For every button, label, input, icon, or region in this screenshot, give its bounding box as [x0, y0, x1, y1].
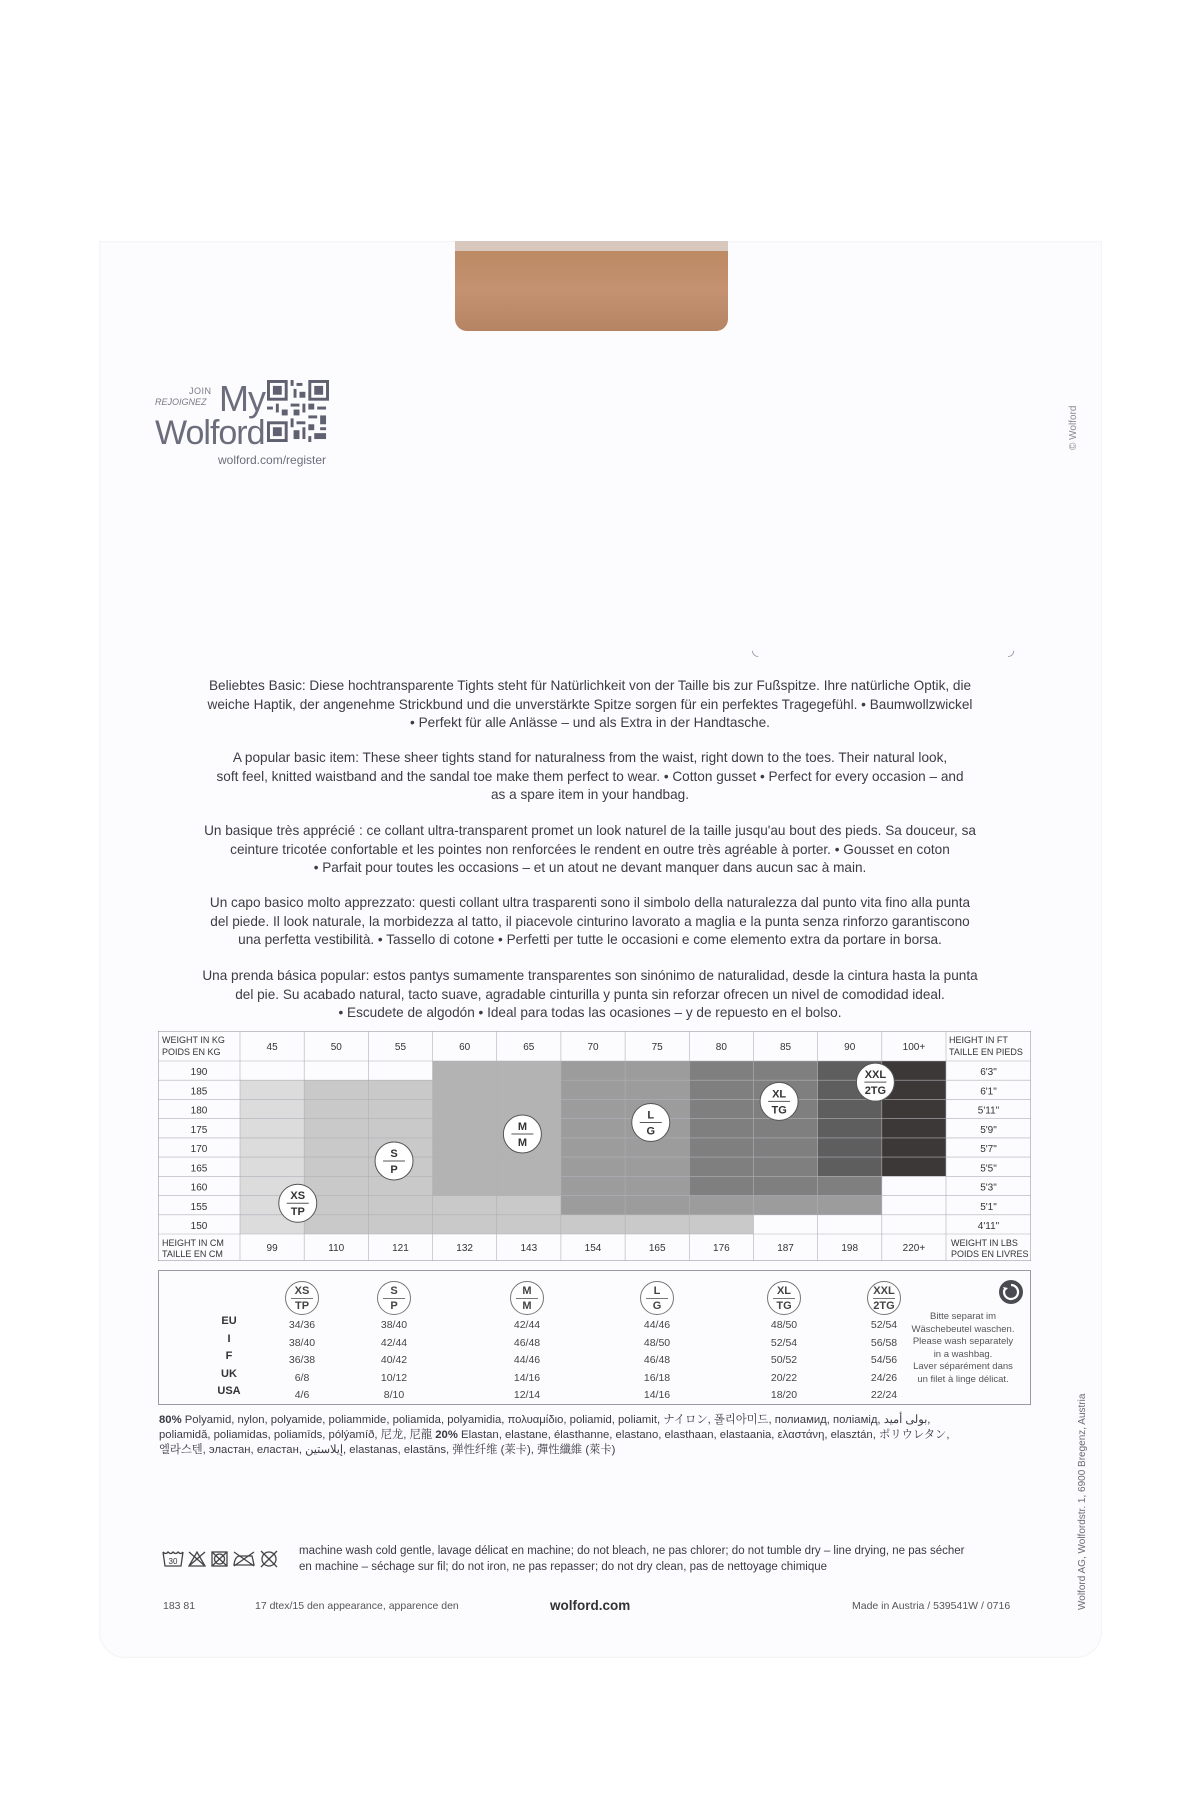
- weight-kg-tick: 55: [394, 1042, 407, 1053]
- size-value: 42/44: [513, 1319, 541, 1331]
- weight-kg-tick: 75: [651, 1042, 663, 1053]
- desc-line: Beliebtes Basic: Diese hochtransparente Tights steht für Natürlichkeit von der Taille bis zur Fußspitze. Ihre natürliche Optik, die: [208, 678, 972, 693]
- region-label: I: [227, 1332, 231, 1345]
- height-ft-tick: 5'9": [980, 1124, 997, 1136]
- height-cm-tick: 190: [190, 1067, 208, 1079]
- size-column: [267, 1281, 337, 1405]
- size-value: 18/20: [770, 1389, 798, 1401]
- register-url[interactable]: wolford.com/register: [218, 453, 327, 467]
- polyamide-names-cont: poliamidă, poliamidas, poliamīds, pólýamíð, 尼龙, 尼龍: [159, 1429, 433, 1441]
- care-line-1: machine wash cold gentle, lavage délicat en machine; do not bleach, ne pas chlorer; do not tumble dry – line drying, ne pas sécher: [299, 1545, 965, 1557]
- height-cm-tick: 185: [190, 1086, 208, 1098]
- height-ft-tick: 5'5": [980, 1163, 997, 1175]
- wash-note-line: Wäschebeutel waschen.: [911, 1323, 1015, 1335]
- size-badge-bottom: TG: [776, 1299, 792, 1312]
- zone-gap: [240, 1061, 433, 1080]
- size-badge: [377, 1281, 411, 1315]
- company-address: Wolford AG, Wolfordstr. 1, 6900 Bregenz, Austria: [1077, 1393, 1088, 1610]
- weight-lbs-tick: 110: [328, 1243, 345, 1254]
- size-badge-bottom: 2TG: [864, 1085, 887, 1098]
- size-badge-top: M: [522, 1284, 532, 1297]
- desc-line: • Perfekt für alle Anlässe – und als Extra in der Handtasche.: [410, 715, 770, 730]
- size-badge-bottom: M: [517, 1137, 527, 1150]
- size-value: 24/26: [870, 1371, 898, 1384]
- size-value: 44/46: [643, 1319, 671, 1331]
- region-label: F: [225, 1350, 233, 1362]
- size-value: 48/50: [643, 1336, 671, 1349]
- logo-wolford: Wolford: [155, 414, 265, 452]
- height-cm-label: HEIGHT IN CM: [162, 1238, 224, 1248]
- description-french: [160, 822, 1020, 878]
- fabric-composition: [159, 1413, 1029, 1458]
- wash-note-line: Please wash separately: [912, 1336, 1014, 1347]
- height-cm-tick: 175: [190, 1124, 208, 1136]
- description-italian: [160, 894, 1020, 950]
- size-badge-top: S: [390, 1284, 398, 1297]
- logo-rejoignez: REJOIGNEZ: [155, 397, 207, 407]
- weight-kg-tick: 70: [587, 1042, 599, 1053]
- size-value: 14/16: [643, 1389, 671, 1401]
- care-instructions: [299, 1544, 1039, 1575]
- height-cm-tick: 170: [190, 1144, 208, 1156]
- weight-kg-label: WEIGHT IN KG: [162, 1035, 225, 1045]
- desc-line: ceinture tricotée confortable et les pointes non renforcées le rendent en outre très agréable à porter. • Gousset en coton: [230, 841, 950, 857]
- desc-line: weiche Haptik, der angenehme Strickbund und die unverstärkte Spitze sorgen für ein perfektes Tragegefühl. • Baumwollzwickel: [207, 696, 973, 712]
- elastane-percent: 20%: [435, 1429, 458, 1441]
- wash-note: [904, 1311, 1022, 1386]
- size-value: 54/56: [870, 1354, 898, 1366]
- fabric-line-1: [159, 1413, 1029, 1428]
- size-badge: [510, 1281, 544, 1315]
- size-badge-top: XS: [294, 1284, 310, 1297]
- wash-temp-label: 30: [168, 1557, 178, 1566]
- height-cm-label: TAILLE EN CM: [162, 1249, 223, 1259]
- size-value: 50/52: [770, 1354, 798, 1366]
- size-value: 8/10: [383, 1389, 405, 1401]
- wash-note-line: in a washbag.: [933, 1348, 993, 1360]
- size-value: 46/48: [513, 1336, 541, 1349]
- size-badge: [640, 1281, 674, 1315]
- desc-line: del piede. Il look naturale, la morbidezza al tatto, il piacevole cinturino lavorato a maglia e la punta senza rinforzo garantiscono: [210, 913, 970, 929]
- wash-note-line: Laver séparément dans: [913, 1361, 1013, 1372]
- size-badge-top: L: [647, 1109, 655, 1122]
- care-line-2: en machine – séchage sur fil; do not iron, ne pas repasser; do not dry clean, pas de nettoyage chimique: [299, 1560, 828, 1573]
- region-label: UK: [221, 1367, 237, 1380]
- size-value: 12/14: [513, 1389, 541, 1401]
- product-code: 183 81: [163, 1600, 196, 1612]
- desc-line: del pie. Su acabado natural, tacto suave, agradable cinturilla y punta sin reforzar ofrecen un nivel de comodidad ideal.: [235, 986, 945, 1002]
- desc-line: • Escudete de algodón • Ideal para todas las ocasiones – y de repuesto en el bolso.: [338, 1005, 842, 1020]
- weight-lbs-tick: 198: [841, 1243, 859, 1254]
- logo-my: My: [219, 378, 265, 419]
- size-column: [622, 1281, 692, 1405]
- desc-line: soft feel, knitted waistband and the sandal toe make them perfect to wear. • Cotton gusset • Perfect for every occasion – and: [216, 768, 964, 784]
- no-tumble-dry-icon: [212, 1552, 227, 1566]
- weight-kg-tick: 50: [330, 1042, 342, 1053]
- fold-mark-right: ◞: [1008, 642, 1015, 659]
- size-badge-bottom: 2TG: [873, 1299, 895, 1312]
- size-value: 20/22: [770, 1371, 798, 1384]
- size-value: 40/42: [380, 1354, 408, 1366]
- desc-line: as a spare item in your handbag.: [491, 787, 689, 802]
- height-ft-tick: 5'3": [980, 1182, 997, 1194]
- weight-kg-tick: 45: [266, 1042, 278, 1053]
- size-value: 6/8: [294, 1371, 310, 1384]
- website-link[interactable]: wolford.com: [550, 1598, 631, 1613]
- weight-lbs-tick: 187: [777, 1243, 794, 1254]
- size-column: [359, 1281, 429, 1405]
- height-ft-tick: 5'7": [980, 1144, 997, 1156]
- weight-lbs-tick: 132: [456, 1243, 473, 1254]
- zone-gap: [882, 1176, 946, 1234]
- desc-line: una perfetta vestibilità. • Tassello di cotone • Perfetti per tutte le occasioni e come elemento extra da portare in borsa.: [238, 932, 942, 947]
- size-badge: [867, 1281, 901, 1315]
- region-label: EU: [221, 1315, 237, 1327]
- size-badge-bottom: P: [390, 1299, 398, 1312]
- polyamide-percent: 80%: [159, 1414, 182, 1426]
- desc-line: Una prenda básica popular: estos pantys sumamente transparentes son sinónimo de naturalidad, desde la cintura hasta la punta: [202, 968, 978, 983]
- size-value: 36/38: [288, 1354, 316, 1366]
- weight-kg-tick: 80: [715, 1042, 727, 1053]
- height-ft-tick: 4'11": [977, 1221, 1000, 1232]
- desc-line: A popular basic item: These sheer tights stand for naturalness from the waist, right down to the toes. Their natural look,: [232, 750, 948, 765]
- region-labels: [209, 1313, 249, 1401]
- size-value: 4/6: [294, 1389, 310, 1401]
- weight-lbs-label: POIDS EN LIVRES: [951, 1249, 1029, 1259]
- height-ft-tick: 5'11": [977, 1105, 1000, 1117]
- weight-kg-tick: 100+: [902, 1042, 926, 1053]
- desc-line: Un basique très apprécié : ce collant ultra-transparent promet un look naturel de la taille jusqu'au bout des pieds. Sa douceur, sa: [204, 823, 976, 838]
- wash-note-line: un filet à linge délicat.: [917, 1373, 1009, 1385]
- size-column: [749, 1281, 819, 1405]
- desc-line: Un capo basico molto apprezzato: questi collant ultra trasparenti sono il simbolo della naturalezza dal punto vita fino alla punta: [209, 895, 971, 910]
- weight-lbs-tick: 165: [648, 1243, 666, 1254]
- height-ft-tick: 6'1": [980, 1086, 997, 1098]
- height-ft-label: HEIGHT IN FT: [949, 1035, 1008, 1045]
- size-badge-bottom: G: [646, 1125, 656, 1138]
- region-label: USA: [217, 1385, 241, 1397]
- size-badge-top: XL: [772, 1088, 787, 1101]
- weight-kg-tick: 90: [844, 1042, 856, 1053]
- dtex-info: 17 dtex/15 den appearance, apparence den: [255, 1600, 459, 1612]
- size-value: 48/50: [770, 1319, 798, 1331]
- height-ft-tick: 5'1": [980, 1201, 997, 1213]
- size-badge: [285, 1281, 319, 1315]
- size-badge-bottom: P: [390, 1163, 398, 1176]
- size-badge-top: L: [653, 1284, 661, 1297]
- size-badge-bottom: TP: [294, 1299, 310, 1312]
- wash-note-line: Bitte separat im: [930, 1311, 996, 1322]
- weight-lbs-tick: 143: [520, 1243, 538, 1254]
- no-iron-icon: [234, 1552, 254, 1566]
- stocking-sample: [455, 241, 728, 331]
- size-badge-bottom: TG: [771, 1104, 787, 1117]
- weight-lbs-label: WEIGHT IN LBS: [951, 1238, 1018, 1248]
- weight-lbs-tick: 176: [713, 1243, 730, 1254]
- size-badge-top: S: [390, 1147, 398, 1160]
- weight-kg-tick: 65: [523, 1042, 535, 1053]
- no-bleach-icon: [189, 1552, 205, 1566]
- logo-join: JOIN: [189, 386, 212, 396]
- size-column: [849, 1281, 919, 1405]
- fold-mark-left: ◟: [752, 642, 759, 659]
- elastane-names: Elastan, elastane, élasthanne, elastano, elasthaan, elastaania, ελαστάνη, elasztán, ポリウレタン,: [461, 1429, 950, 1441]
- description-spanish: [160, 967, 1020, 1023]
- weight-lbs-tick: 99: [266, 1243, 278, 1254]
- weight-kg-label: POIDS EN KG: [162, 1047, 221, 1057]
- weight-kg-tick: 60: [459, 1042, 471, 1053]
- size-value: 10/12: [380, 1371, 408, 1384]
- size-value: 38/40: [288, 1336, 316, 1349]
- weight-lbs-tick: 220+: [902, 1243, 926, 1254]
- size-value: 52/54: [870, 1319, 898, 1331]
- size-value: 16/18: [643, 1371, 671, 1384]
- size-badge: [767, 1281, 801, 1315]
- copyright-text: © Wolford: [1068, 405, 1079, 450]
- height-ft-tick: 6'3": [980, 1067, 997, 1079]
- size-chart: [158, 1031, 1031, 1261]
- weight-kg-tick: 85: [779, 1042, 792, 1053]
- size-badge-bottom: G: [652, 1299, 662, 1312]
- size-badge-top: XXL: [873, 1284, 895, 1297]
- size-value: 56/58: [870, 1336, 898, 1349]
- size-value: 42/44: [380, 1336, 408, 1349]
- height-cm-tick: 150: [190, 1221, 208, 1232]
- height-cm-tick: 165: [190, 1163, 208, 1175]
- size-badge-top: XL: [776, 1284, 792, 1297]
- size-badge-bottom: M: [522, 1299, 532, 1312]
- desc-line: • Parfait pour toutes les occasions – et un atout ne devant manquer dans aucun sac à main.: [313, 860, 867, 875]
- size-conversion-table: [158, 1270, 1031, 1405]
- size-badge-bottom: TP: [290, 1206, 305, 1219]
- weight-lbs-tick: 121: [392, 1243, 409, 1254]
- size-badge-top: XXL: [864, 1069, 887, 1082]
- size-value: 46/48: [643, 1354, 671, 1366]
- size-value: 44/46: [513, 1354, 541, 1366]
- fabric-line-3: 엘라스텐, эластан, еластан, إيلاستين, elastanas, elastāns, 弹性纤维 (莱卡), 彈性纖維 (萊卡): [159, 1444, 616, 1456]
- description-german: [160, 677, 1020, 733]
- size-column: [492, 1281, 562, 1405]
- size-value: 14/16: [513, 1371, 541, 1384]
- size-value: 52/54: [770, 1336, 798, 1349]
- no-dry-clean-icon: [261, 1551, 277, 1567]
- height-cm-tick: 180: [190, 1105, 208, 1117]
- description-english: [160, 749, 1020, 805]
- size-value: 38/40: [380, 1319, 408, 1331]
- made-in-info: Made in Austria / 539541W / 0716: [852, 1600, 1011, 1612]
- height-cm-tick: 160: [190, 1182, 208, 1194]
- recycle-icon: [998, 1279, 1024, 1305]
- size-badge-top: XS: [290, 1190, 306, 1203]
- qr-code-icon[interactable]: [267, 380, 329, 442]
- size-value: 34/36: [288, 1319, 316, 1331]
- size-chart-grid: [158, 1031, 1031, 1261]
- size-badge-top: M: [517, 1121, 527, 1134]
- height-cm-tick: 155: [190, 1201, 208, 1213]
- fabric-line-2: [159, 1428, 1029, 1443]
- size-value: 22/24: [870, 1389, 898, 1401]
- height-ft-label: TAILLE EN PIEDS: [949, 1047, 1023, 1057]
- care-symbols: [162, 1548, 292, 1570]
- polyamide-names: Polyamid, nylon, polyamide, poliammide, poliamida, polyamidia, πολυαμίδιο, poliamid, poliamit, ナイロン, 폴리아미드, полиамид, поліамід, بولى أميد,: [184, 1414, 931, 1426]
- weight-lbs-tick: 154: [584, 1243, 602, 1254]
